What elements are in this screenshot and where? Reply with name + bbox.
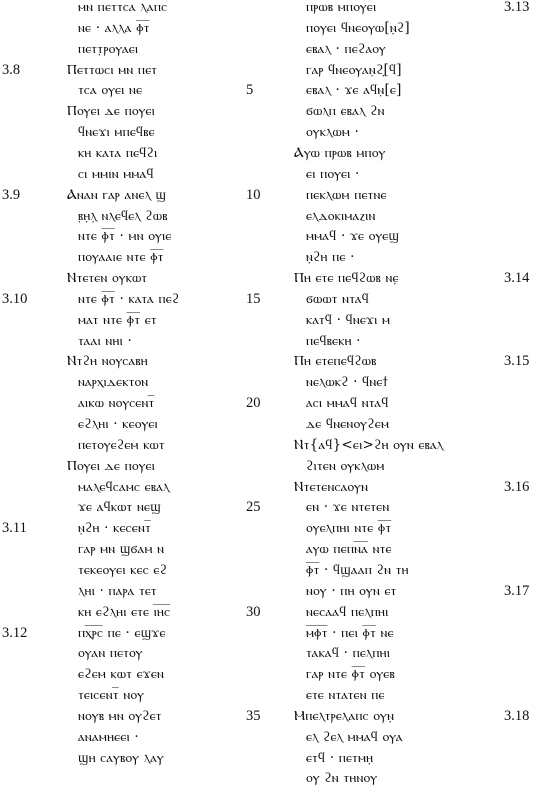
- text-line: ⲛⲁⲣⲭⲓⲇⲉⲕⲧⲟⲛ: [78, 374, 149, 391]
- verse-number: 3.16: [504, 478, 530, 495]
- text-line: ⲡⲭ︦ⲣ︦ⲥ︦ ⲡⲉ · ⲉϣϫⲉ: [78, 624, 166, 641]
- text-line: ⲁⲩⲱ ⲡⲉⲡⲛ︦ⲁ︦ ⲛⲧⲉ: [306, 541, 392, 558]
- text-line: Ⲛⲧϩⲏ ⲛⲟⲩⲥⲁⲃⲏ: [67, 353, 148, 370]
- verse-number: 3.12: [2, 624, 28, 641]
- line-number: 10: [246, 186, 261, 203]
- verse-number: 3.11: [2, 520, 27, 537]
- text-line: ⲧⲉⲕⲉⲟⲩⲉⲓ ⲕⲉⲥ ⲉϩ: [78, 561, 168, 578]
- text-line: ⲧⲁⲕⲁϥ · ⲡⲉⲗⲡⲏⲓ: [306, 645, 391, 662]
- text-line: ϥⲛⲉϫⲓ ⲙⲡⲉϥⲃⲉ: [78, 124, 155, 141]
- text-line: ⲕⲁⲧϥ · ϥⲛⲉϫⲓ ⲙ: [306, 311, 391, 328]
- text-line: ⲛⲧⲉ ⲫ︦ⲧ︦ · ⲕⲁⲧⲁ ⲡⲉϩ: [78, 290, 180, 307]
- line-number: 30: [246, 603, 261, 620]
- text-line: Ⲁⲩⲱ ⲡⲣⲱⲃ ⲙⲡⲟⲩ: [294, 144, 386, 161]
- text-line: ⲉⲧϥ · ⲡⲉⲧⲙⲏ̣: [306, 749, 374, 766]
- text-line: Ⲁⲛⲁⲛ ⲅⲁⲣ ⲁⲛⲉⲗ ϣ: [67, 186, 167, 203]
- text-line: ⲛ̣ϩⲏ · ⲕⲉⲥⲉⲛⲧ︦: [78, 520, 152, 537]
- text-line: Ⲡⲉⲧⲧⲱⲥⲓ ⲙⲛ ⲡⲉⲧ: [67, 61, 158, 78]
- text-line: ϭⲱⲗⲡ ⲉⲃⲁⲗ ϩⲛ: [306, 103, 385, 120]
- text-line: ϫⲉ ⲁϥⲕⲱⲧ ⲛⲉϣ: [78, 499, 161, 516]
- verse-number: 3.13: [504, 0, 530, 15]
- text-line: ⲡⲉⲕⲗⲱⲙ ⲡⲉⲧⲛⲉ: [306, 186, 387, 203]
- verse-number: 3.18: [504, 707, 530, 724]
- text-line: ⲁⲓⲕⲱ ⲛⲟⲩⲥⲉⲛⲧ︦: [78, 395, 155, 412]
- line-number: 5: [246, 82, 254, 99]
- text-line: ⲅⲁⲣ ϥⲛⲉⲟⲩⲁⲛ̣ϩ̣[ϥ]: [306, 61, 402, 78]
- text-line: ϩⲓⲧⲉⲛ ⲟⲩⲕⲗⲱⲙ: [306, 457, 385, 474]
- text-line: ⲙⲛ ⲡⲉⲧⲧⲥⲁ ⲗⲁⲡⲥ: [78, 0, 168, 15]
- text-line: Ⲛⲧ{ⲁϥ}<ⲉⲓ>ϩⲏ ⲟⲩⲛ ⲉⲃⲁⲗ: [294, 436, 444, 453]
- text-line: ⲅⲁⲣ ⲛⲧⲉ ⲫ︦ⲧ︦ ⲟⲩⲉⲃ: [306, 666, 395, 683]
- line-number: 25: [246, 499, 261, 516]
- line-number: 15: [246, 290, 261, 307]
- text-line: ⲛⲉⲥⲁⲁϥ ⲡⲉⲗⲡⲏⲓ: [306, 603, 389, 620]
- text-line: ⲗⲏⲓ · ⲡⲁⲣⲁ ⲧⲉⲧ: [78, 582, 157, 599]
- text-line: ⲉⲗ ϩⲉⲗ ⲙⲙⲁϥ ⲟⲩⲁ: [306, 728, 403, 745]
- text-line: ⲟⲩ̣ ϩⲛ ⲧⲏⲛⲟⲩ̣: [306, 770, 378, 787]
- text-line: ⲡⲉⲧⲟⲩⲉϩⲉⲙ ⲕⲱⲧ: [78, 436, 165, 453]
- text-line: ϭⲱⲱⲧ ⲛⲧⲁϥ: [306, 290, 370, 307]
- text-line: ⲫ︦ⲧ︦ · ϥϣⲁⲁⲡ ϩⲛ ⲧⲏ: [306, 561, 409, 578]
- text-line: ⲉⲃⲁⲗ · ⲡⲉϩⲁⲟⲩ: [306, 40, 387, 57]
- text-line: ⲉⲗⲇⲟⲕⲓⲙⲁⲍⲓⲛ: [306, 207, 376, 224]
- text-line: ⲛ̣ϩⲏ ⲡⲉ ·: [306, 249, 355, 266]
- text-line: Ⲡⲏ ⲉⲧⲉ ⲡⲉϥϩⲱⲃ ⲛⲉ̣: [294, 270, 399, 287]
- text-line: ⲙⲙⲁϥ · ϫⲉ ⲟⲩⲉϣ: [306, 228, 400, 245]
- text-line: ⲁⲛⲁⲙⲏⲉⲉⲓ ·: [78, 728, 139, 745]
- text-line: ⲙ︦ⲫ︦ⲧ︦ · ⲡⲉⲓ ⲫ︦ⲧ︦ ⲛⲉ: [306, 624, 394, 641]
- text-line: ⲡⲟⲩⲁⲁⲓⲉ ⲛⲧⲉ ⲫ︦ⲧ︦: [78, 249, 164, 266]
- verse-number: 3.15: [504, 353, 530, 370]
- text-line: ⲟⲩⲕⲗⲱⲙ ·: [306, 124, 360, 141]
- line-number: 20: [246, 395, 261, 412]
- text-line: ⲛⲉⲗⲱⲕϩ · ϥⲛⲉϯ: [306, 374, 388, 391]
- text-line: ⲉⲃⲁⲗ · ϫⲉ ⲁϥⲛ̣[ⲉ]: [306, 82, 402, 99]
- text-line: ⲧⲥⲁ ⲟⲩⲉⲓ ⲛⲉ: [78, 82, 143, 99]
- text-line: ⲃ̣ⲏ̣ⲗ̣ ⲛⲗⲉϥⲉⲗ ϩⲱⲃ: [78, 207, 168, 224]
- text-line: Ⲛⲧⲉⲧⲉⲛ ⲟⲩⲕⲱⲧ: [67, 270, 148, 287]
- text-line: ⲙⲁⲗⲉϥⲥⲁⲙⲥ ⲉⲃⲁⲗ: [78, 478, 170, 495]
- text-line: ⲙⲁⲧ ⲛⲧⲉ ⲫ︦ⲧ︦ ⲉⲧ: [78, 311, 157, 328]
- text-line: ⲉⲛ · ϫⲉ ⲛⲧⲉⲧⲉⲛ: [306, 499, 390, 516]
- text-line: ⲟⲩⲁⲛ ⲡⲉⲧⲟⲩ: [78, 645, 143, 662]
- verse-number: 3.14: [504, 270, 530, 287]
- text-line: ⲥⲓ ⲙⲙⲓⲛ ⲙⲙⲁϥ: [78, 165, 154, 182]
- verse-number: 3.9: [2, 186, 21, 203]
- line-number: 35: [246, 707, 261, 724]
- text-line: ϣⲏ ⲥⲁⲩⲃⲟⲩ ⲗⲁⲩ̣: [78, 749, 164, 766]
- text-line: ⲡⲉϥⲃⲉⲕⲏ ·: [306, 332, 361, 349]
- text-line: ⲇⲉ ϥⲛⲉⲛⲟⲩϩⲉⲙ: [306, 416, 390, 432]
- text-line: ⲟⲩⲉⲗⲡⲏⲓ ⲛⲧⲉ ⲫ︦ⲧ︦: [306, 520, 392, 537]
- text-line: ⲡⲟⲩⲉⲓ ϥⲛⲉⲟⲩⲱ[ⲛ̣ϩ]: [306, 19, 410, 36]
- text-line: ⲉⲓ ⲡⲟⲩⲉⲓ ·: [306, 165, 360, 182]
- text-line: ⲡⲣⲱⲃ ⲙⲡⲟⲩⲉⲓ: [306, 0, 377, 15]
- verse-number: 3.10: [2, 290, 28, 307]
- text-line: ⲧⲉⲓⲥⲉⲛⲧ︦ ⲛⲟⲩ: [78, 687, 145, 704]
- text-line: Ⲡⲟⲩⲉⲓ ⲇⲉ ⲡⲟⲩⲉⲓ: [67, 103, 156, 120]
- text-line: ⲅⲁⲣ ⲙⲛ ϣϭⲁⲙ ⲛ: [78, 541, 165, 558]
- text-line: Ⲛⲧⲉⲧⲉⲛⲥⲁⲟⲩⲛ: [294, 478, 369, 495]
- text-line: ⲛⲟⲩ · ⲡⲏ ⲟⲩⲛ ⲉⲧ: [306, 582, 397, 599]
- text-line: ⲕⲏ ⲉϩⲗⲏⲓ ⲉⲧⲉ ⲓ︦ⲏ︦ⲥ︦: [78, 603, 171, 620]
- text-line: Ⲡⲏ ⲉⲧⲉⲡⲉϥϩⲱⲃ: [294, 353, 377, 370]
- verse-number: 3.8: [2, 61, 21, 78]
- text-line: ⲛⲟⲩⲃ ⲙⲛ ⲟⲩϩⲉⲧ: [78, 707, 162, 724]
- text-line: ⲛⲉ · ⲁⲗⲗⲁ ⲫ︦ⲧ︦: [78, 19, 150, 36]
- text-line: ⲧⲁⲁⲓ ⲛⲏⲓ ·: [78, 332, 132, 349]
- text-line: ⲁⲥⲓ ⲙⲙⲁϥ ⲛⲧⲁϥ: [306, 395, 389, 412]
- text-line: ⲕⲏ ⲕⲁⲧⲁ ⲡⲉϥϩⲓ: [78, 144, 158, 161]
- text-line: ⲉϩⲉⲙ ⲕⲱⲧ ⲉϫⲉⲛ: [78, 666, 165, 683]
- text-line: ⲛⲧⲉ ⲫ︦ⲧ︦ · ⲙⲛ ⲟⲩⲓⲉ: [78, 228, 172, 245]
- text-line: Ⲡⲟⲩⲉⲓ ⲇⲉ ⲡⲟⲩⲉⲓ: [67, 457, 156, 474]
- text-line: ⲡⲉⲧⲧ̣ⲣⲟⲩⲁⲉⲓ: [78, 40, 139, 57]
- text-line: ⲉϩⲗⲏⲓ · ⲕⲉⲟⲩⲉⲓ: [78, 416, 158, 432]
- text-line: ⲉⲧⲉ ⲛⲧⲁⲧⲉⲛ ⲡⲉ: [306, 687, 385, 704]
- verse-number: 3.17: [504, 582, 530, 599]
- text-line: Ⲙⲡⲉⲗⲧⲣⲉⲗⲁⲡⲥ ⲟⲩⲛ̣: [294, 707, 395, 724]
